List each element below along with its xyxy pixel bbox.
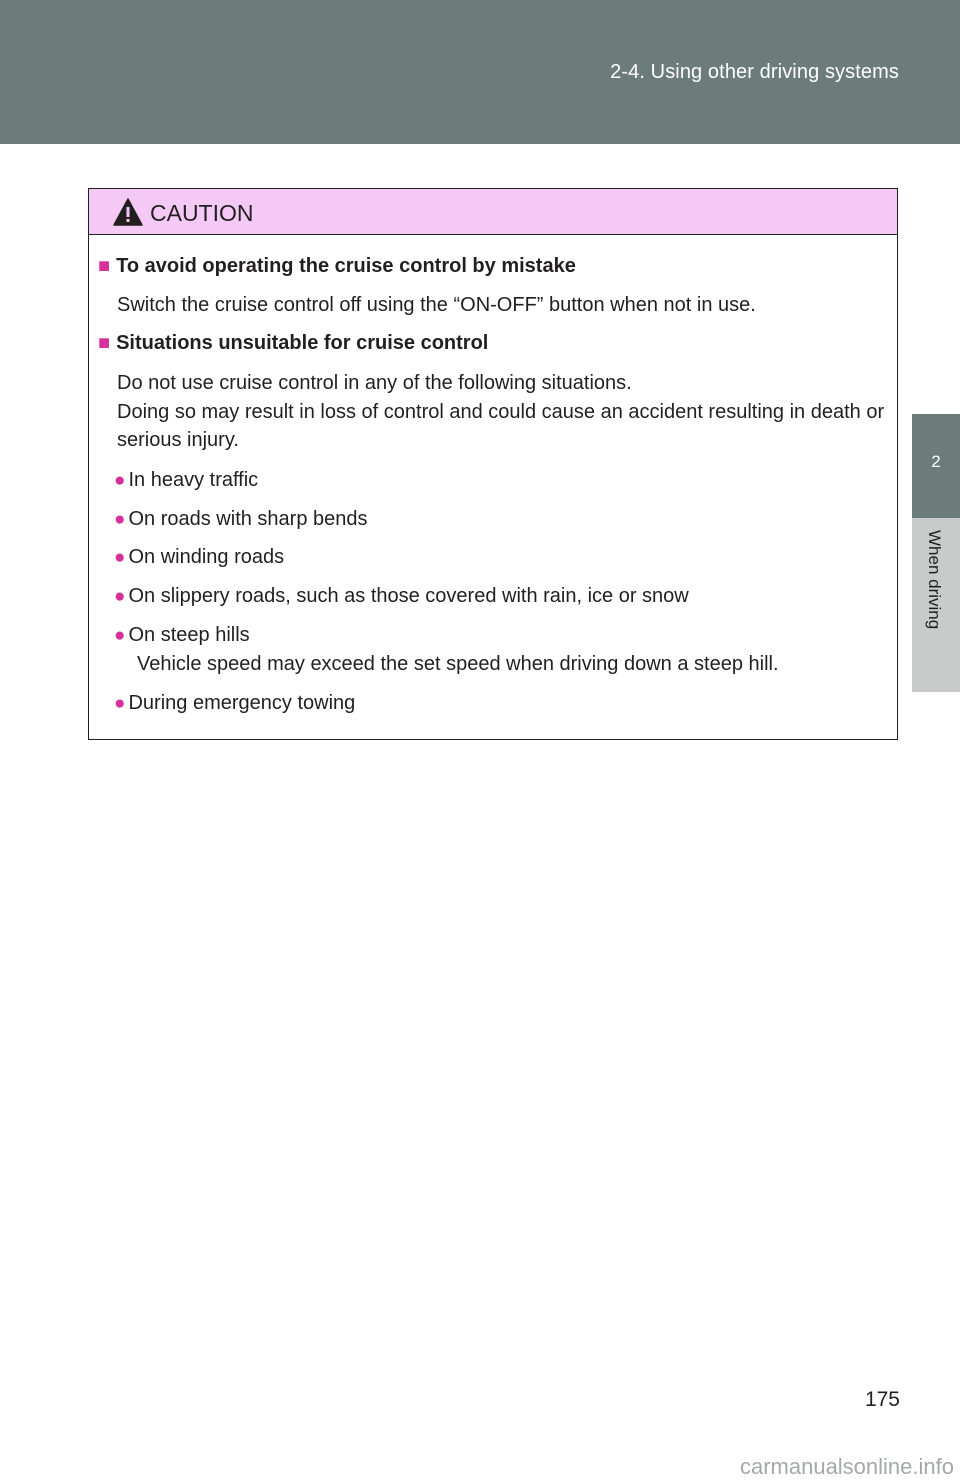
list-item: ● On slippery roads, such as those covered with rain, ice or snow bbox=[114, 585, 689, 607]
item-heading: ■ To avoid operating the cruise control by mistake bbox=[98, 255, 576, 277]
list-item-note: Vehicle speed may exceed the set speed when driving down a steep hill. bbox=[137, 653, 779, 675]
warning-triangle-icon bbox=[113, 198, 143, 226]
item-heading: ■ Situations unsuitable for cruise control bbox=[98, 332, 489, 354]
chapter-label: When driving bbox=[925, 530, 944, 630]
square-bullet-icon: ■ bbox=[98, 332, 111, 354]
caution-box bbox=[88, 188, 898, 740]
round-bullet-icon: ● bbox=[114, 470, 126, 491]
round-bullet-icon: ● bbox=[114, 509, 126, 530]
section-title: 2-4. Using other driving systems bbox=[610, 61, 899, 83]
watermark: carmanualsonline.info bbox=[739, 1454, 954, 1479]
page-number: 175 bbox=[864, 1388, 900, 1411]
caution-header bbox=[89, 189, 897, 235]
round-bullet-icon: ● bbox=[114, 693, 126, 714]
header-band bbox=[0, 0, 960, 144]
item-body: Do not use cruise control in any of the following situations. bbox=[117, 372, 632, 394]
caution-title: CAUTION bbox=[150, 200, 254, 226]
list-item: ● On steep hills bbox=[114, 624, 250, 646]
chapter-number: 2 bbox=[931, 452, 941, 471]
list-item: ● In heavy traffic bbox=[114, 469, 259, 491]
round-bullet-icon: ● bbox=[114, 547, 126, 568]
item-body: Doing so may result in loss of control and could cause an accident resulting in death or serious injury. bbox=[117, 401, 885, 451]
round-bullet-icon: ● bbox=[114, 625, 126, 646]
chapter-label-tab bbox=[912, 518, 960, 692]
round-bullet-icon: ● bbox=[114, 586, 126, 607]
list-item: ● On roads with sharp bends bbox=[114, 508, 368, 530]
list-item: ● On winding roads bbox=[114, 546, 285, 568]
square-bullet-icon: ■ bbox=[98, 255, 111, 277]
item-body: Switch the cruise control off using the “ON-OFF” button when not in use. bbox=[117, 294, 756, 316]
chapter-tab bbox=[912, 414, 960, 518]
list-item: ● During emergency towing bbox=[114, 692, 356, 714]
